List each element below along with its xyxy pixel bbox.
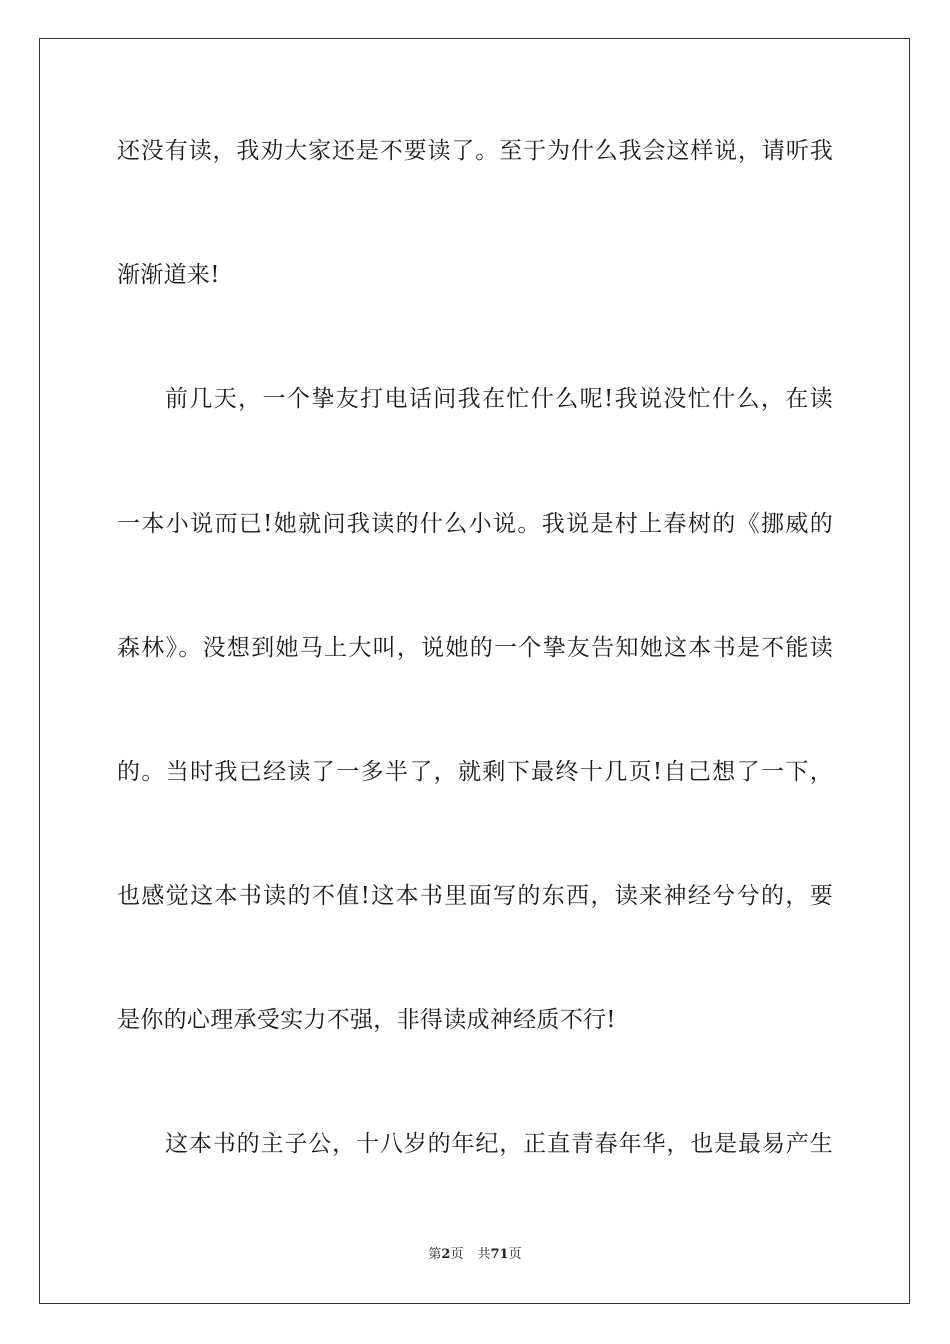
text-line-5: 森林》。没想到她马上大叫，说她的一个挚友告知她这本书是不能读 bbox=[117, 635, 833, 661]
text-line-4: 一本小说而已!她就问我读的什么小说。我说是村上春树的《挪威的 bbox=[117, 511, 833, 537]
footer-total-prefix: 共 bbox=[477, 1247, 491, 1262]
footer-page-total: 71 bbox=[490, 1247, 509, 1262]
page-footer bbox=[0, 1246, 950, 1264]
text-line-9: 这本书的主子公，十八岁的年纪，正直青春年华，也是最易产生 bbox=[165, 1131, 833, 1157]
text-line-1: 还没有读，我劝大家还是不要读了。至于为什么我会这样说，请听我 bbox=[117, 138, 833, 164]
footer-total-suffix: 页 bbox=[508, 1247, 522, 1262]
footer-page-prefix: 第 bbox=[428, 1247, 442, 1262]
text-line-6: 的。当时我已经读了一多半了，就剩下最终十几页!自己想了一下， bbox=[117, 759, 833, 785]
text-line-3: 前几天，一个挚友打电话问我在忙什么呢!我说没忙什么，在读 bbox=[165, 386, 833, 412]
text-line-7: 也感觉这本书读的不值!这本书里面写的东西，读来神经兮兮的，要 bbox=[117, 883, 833, 909]
text-line-2: 渐渐道来! bbox=[117, 262, 220, 288]
footer-page-suffix: 页 bbox=[450, 1247, 464, 1262]
page-frame bbox=[39, 38, 910, 1304]
text-line-8: 是你的心理承受实力不强，非得读成神经质不行! bbox=[117, 1007, 616, 1033]
footer-page-current: 2 bbox=[441, 1247, 451, 1262]
